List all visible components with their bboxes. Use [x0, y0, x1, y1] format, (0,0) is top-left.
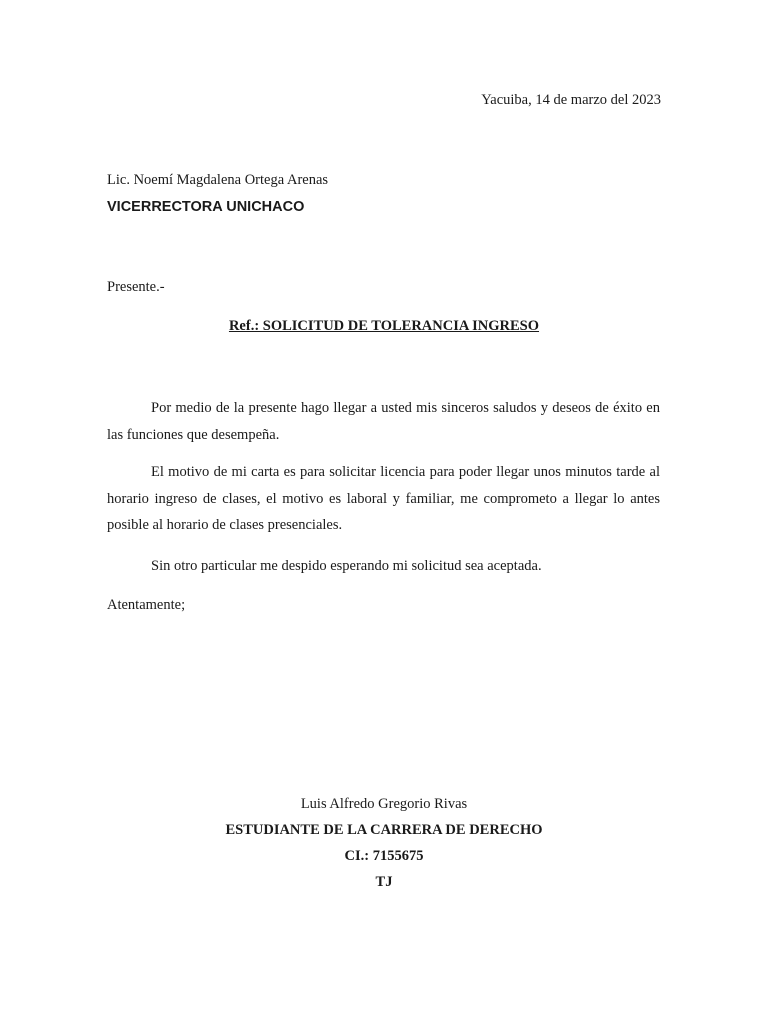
signature-extension: TJ	[375, 874, 393, 890]
salutation: Presente.-	[107, 279, 165, 295]
closing: Atentamente;	[107, 597, 186, 613]
body-paragraph-2-text: El motivo de mi carta es para solicitar licencia para poder llegar unos minutos tarde al horario ingreso de clases, el motivo es laboral y familiar, me comprometo a llegar lo antes posible al horario de clases presenciales.	[107, 464, 660, 533]
signature-ci: CI.: 7155675	[344, 848, 424, 864]
body-paragraph-1-text: Por medio de la presente hago llegar a usted mis sinceros saludos y deseos de éxito en las funciones que desempeña.	[107, 400, 660, 443]
signature-block	[0, 796, 768, 900]
recipient-title: VICERRECTORA UNICHACO	[107, 199, 305, 215]
reference-line: Ref.: SOLICITUD DE TOLERANCIA INGRESO	[228, 318, 540, 334]
letter-date: Yacuiba, 14 de marzo del 2023	[481, 92, 661, 108]
body-paragraph-1	[107, 395, 660, 448]
body-paragraph-3	[107, 553, 660, 580]
recipient-name: Lic. Noemí Magdalena Ortega Arenas	[107, 172, 329, 188]
body-paragraph-3-text: Sin otro particular me despido esperando mi solicitud sea aceptada.	[151, 558, 542, 574]
signature-name: Luis Alfredo Gregorio Rivas	[300, 796, 468, 812]
signature-role: ESTUDIANTE DE LA CARRERA DE DERECHO	[225, 822, 543, 838]
body-paragraph-2	[107, 459, 660, 539]
